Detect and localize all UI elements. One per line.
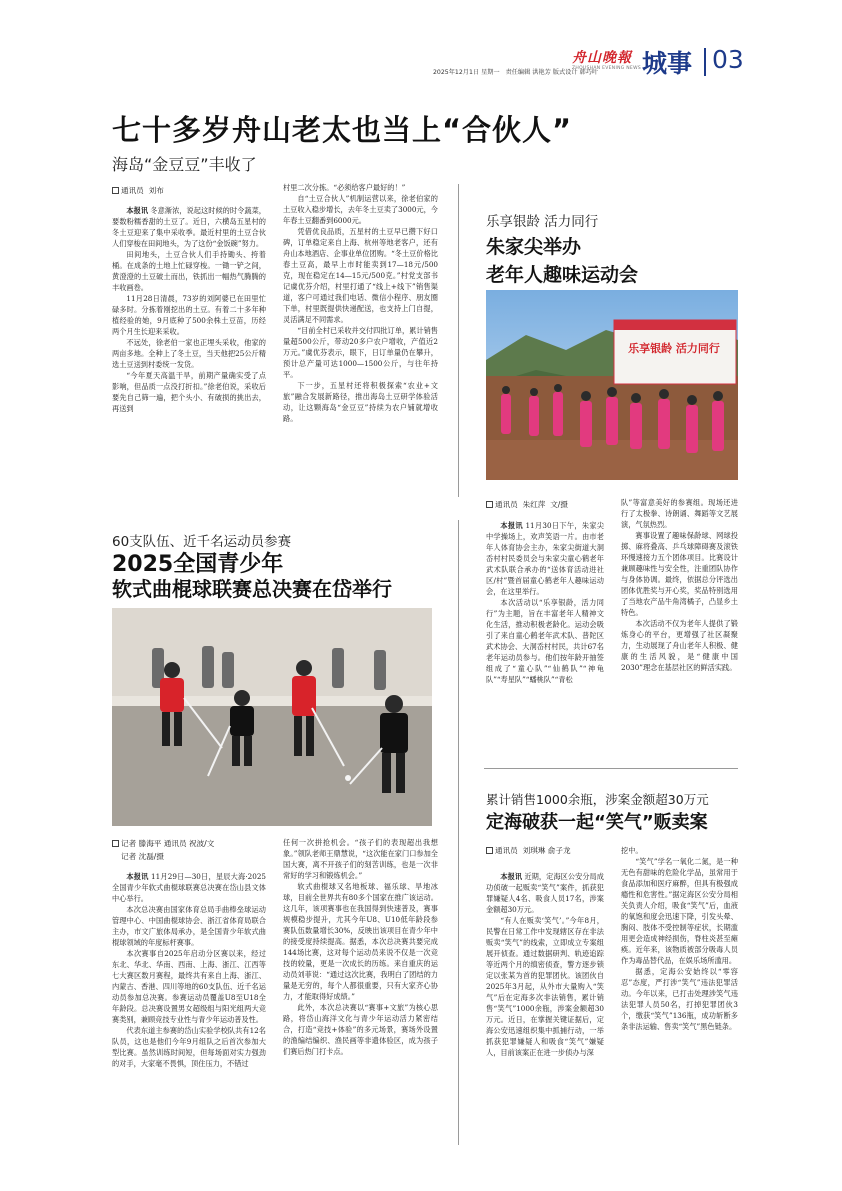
- story1-headline: 七十多岁舟山老太也当上“合伙人”: [112, 113, 573, 147]
- story3-kicker: 60支队伍、近千名运动员参赛: [112, 534, 292, 550]
- paragraph: 赛事设置了趣味保龄球、网球投掷、麻将叠高、乒乓球障碍赛及滚铁环慢速接力五个团体项目。比赛设计兼顾趣味性与安全性，注重团队协作与身体协调。最终，依据总分评选出团体优胜奖与开心奖，奖品特别选用了当地农产品牛角湾橘子，凸显乡土特色。: [621, 531, 738, 617]
- paragraph: 挖中。: [621, 846, 643, 855]
- story1-column-2: [283, 182, 438, 424]
- story3-byline: 记者 滕海平 通讯员 祝波/文 记者 沈磊/摄: [112, 837, 214, 863]
- paragraph: 任何一次拼抢机会。“孩子们的表现超出我想象。”领队老师王鼎慧说，“这次能在家门口参加全国大赛，离不开孩子们的刻苦训练，也是一次非常好的学习和锻炼机会。”: [283, 838, 438, 880]
- paragraph: 村里二次分拣。“必须给客户最好的！”: [283, 183, 406, 192]
- story3-photo: [112, 608, 432, 826]
- story2-headline-line2: 老年人趣味运动会: [486, 264, 639, 286]
- masthead: [430, 44, 760, 80]
- story2-photo: [486, 290, 738, 480]
- paragraph: 本次活动不仅为老年人提供了锻炼身心的平台，更增强了社区凝聚力，生动展现了舟山老年人积极、健康的生活风貌，是“健康中国2030”理念在基层社区的鲜活实践。: [621, 619, 738, 672]
- paragraph: 田间地头，土豆合伙人们手持锄头、挎着桶。在成条的土地上忙碌穿梭。一锄一铲之间，黄澄澄的土豆破土而出，铁抓出一幅热气腾腾的丰收画卷。: [112, 250, 266, 292]
- banner-slogan: 乐享银龄 活力同行: [628, 342, 720, 355]
- byline-label: 通讯员: [121, 186, 144, 195]
- story4-column-1: [486, 871, 604, 1058]
- paragraph: “今年夏天高温干旱，前期产量确实受了点影响，但品质一点没打折扣。”徐老伯说，采收后要先自己筛一遍，把个头小、有破损的挑出去，再送到: [112, 371, 266, 413]
- event-banner: [614, 320, 736, 384]
- paragraph: 队”等富意美好的参赛组。现场还进行了太极拳、诗朗诵、舞蹈等文艺展演，气氛热烈。: [621, 498, 738, 529]
- story1-column-1: [112, 205, 266, 414]
- story4-kicker: 累计销售1000余瓶，涉案金额超30万元: [486, 792, 709, 807]
- date-line: [433, 67, 598, 76]
- story3-column-2: [283, 837, 438, 1057]
- story2-column-1: [486, 520, 604, 685]
- byline-box-icon: [112, 187, 119, 194]
- section-title: 城事: [642, 49, 693, 78]
- story3-headline-line1: 2025全国青少年: [112, 552, 284, 577]
- paragraph: 本报讯 11月29日—30日，星辰大海·2025全国青少年软式曲棍球联赛总决赛在岱山县文体中心举行。: [112, 872, 266, 903]
- story1-subhead: 海岛“金豆豆”丰收了: [112, 155, 257, 174]
- paragraph: “有人在贩卖‘笑气’。”今年8月，民警在日常工作中发现辖区存在非法贩卖“笑气”的线索，立即成立专案组展开侦查。通过数据研判、轨迹追踪等近两个月的缜密侦查，警方逐步锁定以张某为首的犯罪团伙。该团伙自2025年3月起，从外市大量购入“笑气”后在定海多次非法销售，累计销售“笑气”1000余瓶，涉案金额超30万元。近日，在掌握关键证据后，定海公安迅速组织集中抓捕行动，一举抓获犯罪嫌疑人和吸食“笑气”嫌疑人，目前该案正在进一步侦办与深: [486, 916, 604, 1057]
- story2-headline-line1: 朱家尖举办: [486, 236, 582, 258]
- floorball-scene-image: [112, 608, 432, 826]
- story3-column-1: [112, 871, 266, 1069]
- paragraph: “笑气”学名一氧化二氮，是一种无色有甜味的危险化学品，虽常用于食品添加和医疗麻醉，但具有极强成瘾性和危害性。”据定海区公安分局相关负责人介绍，吸食“笑气”后，血液的氧饱和度会迅速下降，引发头晕、胸闷、肢体不受控制等症状，长期滥用更会造成神经损伤，脊柱炎甚至瘫痪。近年来，该物质被部分吸毒人员作为毒品替代品，在娱乐场所滥用。: [621, 857, 738, 965]
- newspaper-logo-en: ZHOUSHAN EVENING NEWS: [572, 66, 641, 71]
- paragraph: 代表东道主参赛的岱山实验学校队共有12名队员，这也是他们今年9月组队之后首次参加大型比赛。虽然训练时间短，但每场面对实力强劲的对手，大家毫不畏惧，顶住压力，不错过: [112, 1026, 266, 1068]
- story3-headline-line2: 软式曲棍球联赛总决赛在岱举行: [112, 577, 392, 601]
- section-divider: [484, 768, 738, 769]
- story4-headline: 定海破获一起“笑气”贩卖案: [486, 812, 708, 833]
- paragraph: 此外，本次总决赛以“赛事+文旅”为核心思路，将岱山海洋文化与青少年运动活力紧密结合，打造“竞技+体验”的多元场景，赛场外设置的渔编结编织、渔民画等非遗体验区，成为孩子们赛后热门打卡点。: [283, 1003, 438, 1056]
- story2-kicker: 乐享银龄 活力同行: [486, 214, 599, 230]
- paragraph: 本报讯 冬意渐浓，说起这时候的时令蔬菜，要数粉糯香甜的土豆了。近日，六横岛五星村的冬土豆迎来了集中采收季。最近村里的土豆合伙人们穿梭在田间地头，为了这份“金饭碗”努力。: [112, 206, 266, 248]
- issue-date: 2025年12月1日 星期一: [433, 69, 500, 76]
- byline-box-icon: [486, 847, 493, 854]
- story4-column-2: [621, 845, 738, 1032]
- paragraph: 本次活动以“乐享银龄，活力同行”为主题，旨在丰富老年人精神文化生活，推动积极老龄化。运动会吸引了来自童心鹤老年武术队、普陀区武术协会、大洞岙村村民，共计67名老年运动员参与。他们按年龄开抽签组成了“童心队”“仙鹤队”“神龟队”“寿星队”“蟠桃队”“青松: [486, 598, 604, 684]
- paragraph: 软式曲棍球又名地板球、福乐球、旱地冰球，目前全世界共有80多个国家在推广该运动。这几年，该项赛事也在我国得到快速普及，赛事规模稳步提升，尤其今年U8、U10低年龄段参赛队伍数量增长30%，反映出该项目在青少年中的接受度持续提高。据悉，本次总决赛共要完成144场比赛，这对每个运动员来说不仅是一次竞技的较量，更是一次成长的历练。来自重庆的运动员刘菲说：“通过这次比赛，我明白了团结的力量是无穷的，每个人都很重要，只有大家齐心协力，才能取得好成绩。”: [283, 882, 438, 1001]
- byline-box-icon: [486, 501, 493, 508]
- paragraph: 11月28日清晨，73岁的刘阿婆已在田里忙碌多时。分拣着刚挖出的土豆。有着二十多年种植经验的她，9月底种了500余株土豆苗，历经两个月生长迎来采收。: [112, 294, 266, 336]
- dance-scene-image: [486, 290, 738, 480]
- paragraph: 本次赛事自2025年启动分区赛以来，经过东北、华北、华南、西南、上海、浙江、江西等七大赛区数月赛程，最终共有来自上海、浙江、内蒙古、香港、四川等地的60支队伍、近千名运动员参加总决赛。参赛运动员覆盖U8至U18全年龄段。总决赛设置男女超级组与阳光组两大竞赛类别，兼顾竞技专业性与青少年运动普及性。: [112, 949, 266, 1024]
- paragraph: 不远处，徐老伯一家也正埋头采收，他家的两亩多地。全种上了冬土豆，当天他把25公斤精选土豆送到村委统一发货。: [112, 338, 266, 369]
- paragraph: 自“土豆合伙人”机制运营以来，徐老伯家的土豆收入稳步增长，去年冬土豆卖了3000元，今年春土豆翻番到6000元。: [283, 194, 438, 225]
- paragraph: 据悉，定海公安始终以“零容忍”态度，严打涉“笑气”违法犯罪活动。今年以来，已打击处理涉笑气违法犯罪人员50名，打掉犯罪团伙3个，缴获“笑气”136瓶，成功斩断多条非法运输、售卖“笑气”黑色链条。: [621, 967, 738, 1031]
- paragraph: 本报讯 11月30日下午，朱家尖中学操场上，欢声笑语一片。由市老年人体育协会主办，朱家尖街道大洞岙村村民委员会与朱家尖童心鹤老年武术队联合承办的“送体育活动进社区/村”暨首届童心鹤老年人趣味运动会，在这里举行。: [486, 521, 604, 596]
- story4-byline: 通讯员 刘琪琳 俞子龙: [486, 845, 571, 856]
- paragraph: 凭借优良品质，五星村的土豆早已攒下好口碑，订单稳定来自上海、杭州等地老客户，还有舟山本地酒店、企事业单位团购。“冬土豆价格比春土豆高，最早上市时能卖到17—18元/500克，现在稳定在14—15元/500克。”村党支部书记虞优芬介绍，村里打通了“线上+线下”销售渠道，客户可通过我们电话、微信小程序、朋友圈下单，村里既提供快递配送，也支持上门自提，灵活满足不同需求。: [283, 227, 438, 324]
- paragraph: 本次总决赛由国家体育总局手曲棒垒球运动管理中心、中国曲棍球协会、浙江省体育局联合主办，市文广旅体局承办，是全国青少年软式曲棍球领域的年度标杆赛事。: [112, 905, 266, 947]
- page-number: 03: [712, 45, 744, 74]
- newspaper-logo: 舟山晚報: [572, 50, 632, 66]
- story2-byline: 通讯员 朱红萍 文/摄: [486, 499, 568, 510]
- story1-byline: [112, 185, 164, 196]
- column-divider: [458, 520, 459, 1145]
- paragraph: 本报讯 近期，定海区公安分局成功侦破一起贩卖“笑气”案件，抓获犯罪嫌疑人4名、吸食人员17名，涉案金额超30万元。: [486, 872, 604, 914]
- story2-column-2: [621, 497, 738, 673]
- masthead-divider: [704, 48, 706, 76]
- byline-name: 刘布: [148, 186, 164, 195]
- byline-box-icon: [112, 840, 119, 847]
- editor-credits: 责任编辑 洪艳芳 版式设计 韩巧叶: [505, 69, 599, 76]
- paragraph: 下一步，五星村还将积极探索“农业+文旅”融合发展新路径，推出海岛土豆研学体验活动，让这颗海岛“金豆豆”持续为农户铺就增收路。: [283, 381, 438, 423]
- paragraph: “目前全村已采收并交付四批订单，累计销售量超500公斤，带动20多户农户增收，产值近2万元。”虞优芬表示，眼下，日订单量仍在攀升，预计总产量可达1000—1500公斤，与往年持平。: [283, 326, 438, 379]
- column-divider: [458, 184, 459, 497]
